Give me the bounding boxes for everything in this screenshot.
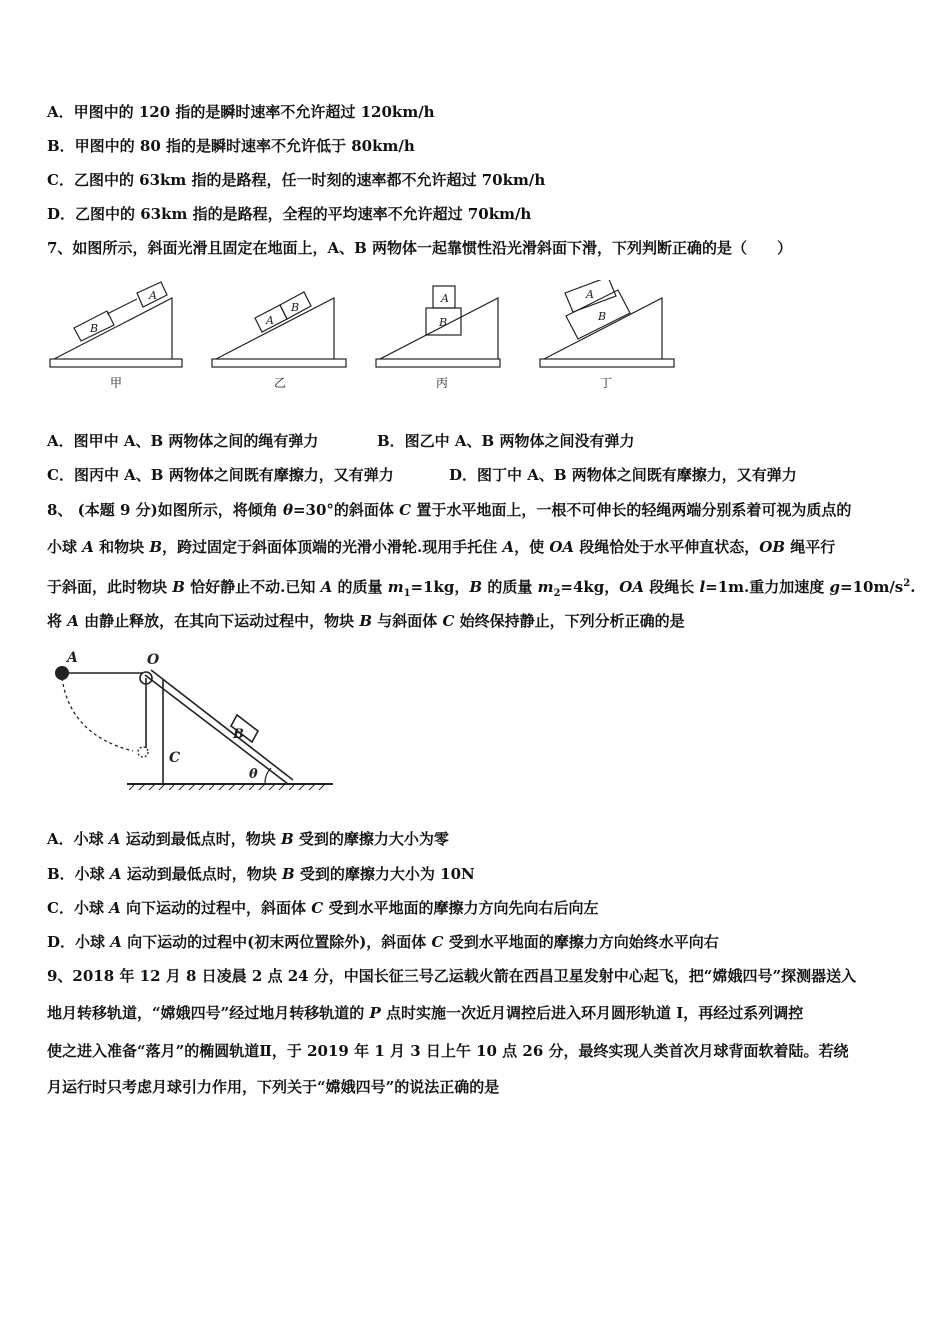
label-a-bing: A	[441, 292, 449, 305]
ground-base	[50, 359, 182, 367]
label-b: B	[233, 727, 244, 742]
caption-ding: 丁	[600, 376, 613, 390]
q7-figure-ding	[540, 280, 674, 367]
label-theta: θ	[249, 767, 258, 782]
q7-option-d: D．图丁中 A、B 两物体之间既有摩擦力，又有弹力	[449, 466, 797, 484]
q9-stem-line-2: 地月转移轨道，“嫦娥四号”经过地月转移轨道的 P 点时实施一次近月调控后进入环月圆形轨道 I，再经过系列调控	[47, 1004, 804, 1022]
q7-figure-yi	[212, 292, 346, 367]
label-b-jia: B	[90, 322, 99, 335]
q9-stem-line-3: 使之进入准备“落月”的椭圆轨道Ⅱ，于 2019 年 1 月 3 日上午 10 点 26 分，最终实现人类首次月球背面软着陆。若绕	[47, 1042, 849, 1060]
q8-stem-line-4: 将 A 由静止释放，在其向下运动过程中，物块 B 与斜面体 C 始终保持静止，下列分析正确的是	[47, 612, 685, 630]
q7-figure-jia	[50, 282, 182, 367]
q8-option-a: A．小球 A 运动到最低点时，物块 B 受到的摩擦力大小为零	[47, 830, 449, 848]
label-o: O	[147, 652, 160, 668]
label-b-yi: B	[291, 301, 300, 314]
label-a-yi: A	[266, 314, 274, 327]
q7-option-c: C．图丙中 A、B 两物体之间既有摩擦力，又有弹力	[47, 466, 394, 484]
label-a: A	[67, 650, 78, 666]
label-c: C	[169, 750, 181, 766]
q6-option-b: B．甲图中的 80 指的是瞬时速率不允许低于 80km/h	[47, 137, 415, 155]
q7-option-a: A．图甲中 A、B 两物体之间的绳有弹力	[47, 432, 319, 450]
q8-option-c: C．小球 A 向下运动的过程中，斜面体 C 受到水平地面的摩擦力方向先向右后向左	[47, 899, 599, 917]
q7-figure-bing	[376, 286, 500, 367]
label-a-jia: A	[149, 289, 157, 302]
q9-stem-line-1: 9、2018 年 12 月 8 日凌晨 2 点 24 分，中国长征三号乙运载火箭在西昌卫星发射中心起飞，把“嫦娥四号”探测器送入	[47, 967, 857, 985]
label-b-bing: B	[439, 316, 448, 329]
q8-option-b: B．小球 A 运动到最低点时，物块 B 受到的摩擦力大小为 10N	[47, 865, 475, 883]
q6-option-c: C．乙图中的 63km 指的是路程，任一时刻的速率都不允许超过 70km/h	[47, 171, 546, 189]
q7-stem: 7、如图所示，斜面光滑且固定在地面上，A、B 两物体一起靠惯性沿光滑斜面下滑，下列判断正确的是（ ）	[47, 239, 792, 257]
q7-option-b: B．图乙中 A、B 两物体之间没有弹力	[377, 432, 635, 450]
q8-figure	[45, 650, 345, 800]
q9-stem-line-4: 月运行时只考虑月球引力作用，下列关于“嫦娥四号”的说法正确的是	[47, 1078, 500, 1096]
q6-option-d: D．乙图中的 63km 指的是路程，全程的平均速率不允许超过 70km/h	[47, 205, 532, 223]
q8-stem-line-2: 小球 A 和物块 B，跨过固定于斜面体顶端的光滑小滑轮.现用手托住 A，使 OA 段绳恰处于水平伸直状态，OB 绳平行	[47, 538, 836, 556]
label-a-ding: A	[586, 288, 594, 301]
caption-bing: 丙	[436, 376, 449, 390]
q6-option-a: A．甲图中的 120 指的是瞬时速率不允许超过 120km/h	[47, 103, 435, 121]
caption-yi: 乙	[274, 376, 287, 390]
q8-stem-line-3: 于斜面，此时物块 B 恰好静止不动.已知 A 的质量 $m_1=1kg$，B 的质量 $m_2=4kg$，OA 段绳长 l=1m.重力加速度 $g=10m/s^2$.	[47, 578, 916, 599]
q7-figure	[40, 280, 700, 400]
q8-option-d: D．小球 A 向下运动的过程中(初末两位置除外)，斜面体 C 受到水平地面的摩擦力方向始终水平向右	[47, 933, 719, 951]
label-b-ding: B	[598, 310, 607, 323]
caption-jia: 甲	[110, 376, 123, 390]
q8-stem-line-1: 8、 (本题 9 分)如图所示，将倾角 θ=30°的斜面体 C 置于水平地面上，一根不可伸长的轻绳两端分别系着可视为质点的	[47, 501, 852, 519]
